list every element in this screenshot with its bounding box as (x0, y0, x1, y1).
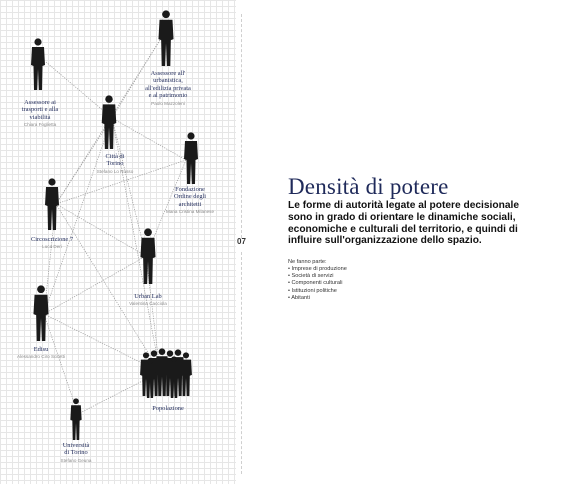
node-label-unito (61, 442, 92, 464)
list-item: • Abitanti (288, 294, 310, 301)
node-role-line: e al patrimonio (148, 92, 188, 100)
node-role-line: Fondazione (175, 186, 205, 193)
page-number: 07 (237, 237, 246, 246)
list-item: • Società di servizi (288, 273, 334, 280)
node-person-name: Stefano Geuna (60, 457, 92, 463)
list-intro: Ne fanno parte: (288, 259, 327, 265)
node-label-circoscrizione (31, 236, 73, 250)
lead-paragraph: Le forme di autorità legate al potere decisionale sono in grado di orientare le dinamiche sociali, economiche e culturali del territorio, e quindi di influire sull'organizzazione dello spazio. (288, 200, 519, 247)
node-person-name: Alessandro Ciro Sciretti (17, 354, 65, 360)
node-role-line: all'edilizia privata (145, 84, 191, 92)
connection-line (44, 314, 78, 414)
person-figure-icon (45, 178, 59, 230)
list-item: • Istituzioni politiche (288, 287, 337, 294)
person-figure-icon (158, 10, 173, 66)
node-role-line: Università (62, 442, 90, 449)
node-person-name: Stefano Lo Russo (96, 168, 134, 174)
person-figure-icon (70, 398, 81, 440)
node-role-line: architetti (178, 200, 202, 208)
network-panel (0, 0, 236, 484)
node-role-line: Assessore ai (24, 99, 56, 106)
page-divider (241, 14, 242, 238)
person-figure-icon (184, 132, 198, 184)
node-person-name: Maria Cristina Milanese (166, 209, 214, 215)
node-role-line: Assessore all' (150, 70, 186, 77)
node-label-urbanistica (145, 70, 191, 107)
node-role-line: urbanistica, (153, 77, 183, 85)
connection-line (112, 118, 146, 256)
members-list (288, 266, 347, 302)
page-title: Densità di potere (288, 174, 449, 199)
node-person-name: Paolo Mazzoleni (151, 100, 185, 106)
person-figure-icon (33, 285, 48, 341)
node-label-urbanlab (129, 293, 167, 307)
node-person-name: Chiara Foglietta (23, 122, 57, 128)
node-role-line: di Torino (64, 449, 88, 457)
node-label-ordine (166, 186, 214, 215)
list-item: • Imprese di produzione (288, 266, 347, 272)
node-role-line: Torino (106, 160, 124, 168)
node-role-line: Popolazione (152, 405, 184, 412)
node-role-line: viabilità (29, 113, 51, 121)
node-label-edisu (17, 346, 65, 360)
node-role-line: trasporti e alla (21, 106, 59, 114)
node-person-name: Valentina Cacciola (129, 301, 167, 307)
node-role-line: Circoscrizione 7 (30, 236, 74, 243)
node-role-line: Ordine degli (173, 193, 207, 201)
person-figure-icon (140, 228, 155, 284)
node-role-line: Città di (105, 153, 125, 160)
node-label-citta (97, 153, 134, 175)
list-item: • Componenti culturali (288, 280, 343, 287)
page-divider (241, 252, 242, 474)
node-person-name: Luca Deri (42, 244, 62, 250)
node-label-popolazione (152, 405, 184, 412)
node-role-line: Edisu (33, 346, 49, 353)
person-figure-icon (31, 38, 45, 90)
node-role-line: Urban Lab (134, 293, 162, 300)
node-label-trasporti (22, 99, 59, 128)
